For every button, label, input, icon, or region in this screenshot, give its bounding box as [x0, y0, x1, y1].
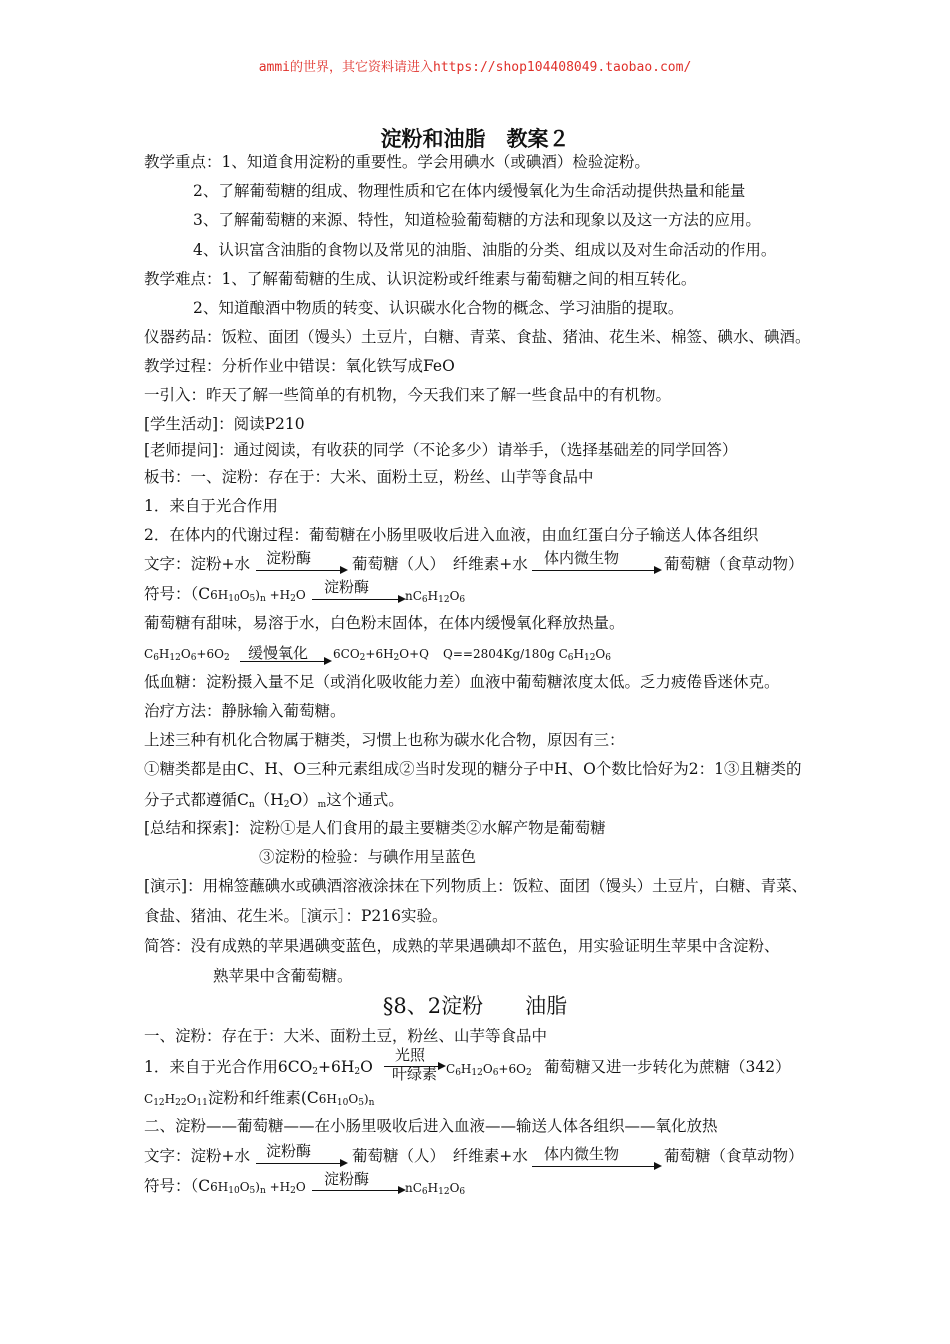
- arrow-label-chlorophyll: 叶绿素: [392, 1065, 438, 1083]
- arrow-label-light: 光照: [395, 1046, 426, 1064]
- eq-photosynthesis-left: 1．来自于光合作用$6CO_2+6H_2O$: [144, 1058, 373, 1077]
- formula-part-b: （H: [254, 791, 284, 809]
- arrow-label-amylase: 淀粉酶: [266, 549, 312, 567]
- eq-glucose-human: 葡萄糖（人） 纤维素+水: [352, 555, 528, 573]
- eq-photosynthesis-right: $C_6H_{12}O_6+6O_2$: [446, 1062, 532, 1078]
- arrow-label-amylase: 淀粉酶: [324, 1170, 370, 1188]
- reaction-arrow: [256, 570, 346, 571]
- arrow-label-microbe: 体内微生物: [544, 1145, 620, 1163]
- line-demo: [演示]：用棉签蘸碘水或碘酒溶液涂抹在下列物质上：饭粒、面团（馒头）土豆片，白糖、青菜、: [144, 877, 808, 895]
- line-metabolism: 2．在体内的代谢过程：葡萄糖在小肠里吸收后进入血液，由血红蛋白分子输送人体各组织: [144, 526, 759, 544]
- eq-glucose-human: 葡萄糖（人） 纤维素+水: [352, 1147, 528, 1165]
- eq-glucose-formula: $nC_6H_{12}O_6$: [405, 589, 466, 605]
- reaction-arrow: [256, 1163, 346, 1164]
- line-student-activity: [学生活动]：阅读P210: [144, 415, 305, 433]
- eq-oxidation-left: $C_6H_{12}O_6+6O_2$: [144, 647, 230, 663]
- eq-glucose-formula: $nC_6H_{12}O_6$: [405, 1181, 466, 1197]
- line-difficulties: 教学难点：1、了解葡萄糖的生成、认识淀粉或纤维素与葡萄糖之间的相互转化。: [144, 270, 697, 288]
- line-process: 教学过程：分析作业中错误：氧化铁写成FeO: [144, 357, 455, 375]
- line-difficulty-2: 2、知道酿酒中物质的转变、认识碳水化合物的概念、学习油脂的提取。: [193, 299, 684, 317]
- line-photosynthesis: 1．来自于光合作用: [144, 497, 278, 515]
- reaction-arrow: [532, 570, 660, 571]
- line-three-reasons: ①糖类都是由C、H、O三种元素组成②当时发现的糖分子中H、O个数比恰好为2：1③且糖类的: [144, 760, 802, 778]
- reaction-arrow: [312, 1190, 404, 1191]
- formula-part-c: O）: [289, 791, 318, 809]
- symbol-label: 符号：（C: [144, 585, 211, 603]
- arrow-label-amylase: 淀粉酶: [324, 578, 370, 596]
- reaction-arrow: [240, 661, 330, 662]
- reaction-arrow: [532, 1166, 660, 1167]
- line-answer-2: 熟苹果中含葡萄糖。: [213, 967, 353, 985]
- arrow-label-amylase: 淀粉酶: [266, 1142, 312, 1160]
- arrow-label-slow-oxidation: 缓慢氧化: [248, 644, 309, 662]
- line-starch-chain: 二、淀粉——葡萄糖——在小肠里吸收后进入血液——输送人体各组织——氧化放热: [144, 1117, 718, 1135]
- eq-symbol-start: 符号：$(C6H_{10}O_5)_n +H_2O$: [144, 1177, 306, 1196]
- line-equipment: 仪器药品：饭粒、面团（馒头）土豆片，白糖、青菜、食盐、猪油、花生米、棉签、碘水、碘酒。: [144, 328, 811, 346]
- line-summary: [总结和探索]：淀粉①是人们食用的最主要糖类②水解产物是葡萄糖: [144, 819, 606, 837]
- eq-symbol-start: 符号：$(C6H_{10}O_5)_n +H_2O$: [144, 585, 306, 604]
- eq-glucose-herbivore: 葡萄糖（食草动物）: [664, 555, 804, 573]
- eq-heat-value: Q==2804Kg/180g $C_6H_{12}O_6$: [443, 647, 611, 663]
- starch-cellulose-text: 淀粉和纤维素(C: [207, 1089, 319, 1107]
- line-hypoglycemia: 低血糖：淀粉摄入量不足（或消化吸收能力差）血液中葡萄糖浓度太低。乏力疲倦昏迷休克。: [144, 673, 780, 691]
- line-starch-sources: 一、淀粉：存在于：大米、面粉土豆，粉丝、山芋等食品中: [144, 1027, 548, 1045]
- reaction-arrow: [312, 599, 404, 600]
- formula-part-d: 这个通式。: [326, 791, 404, 809]
- line-sucrose: 葡萄糖又进一步转化为蔗糖（342）: [544, 1058, 791, 1076]
- line-key-points: 教学重点：1、知道食用淀粉的重要性。学会用碘水（或碘酒）检验淀粉。: [144, 153, 650, 171]
- eq-oxidation-right: $6CO_2+6H_2O+Q$: [333, 647, 430, 663]
- line-treatment: 治疗方法：静脉输入葡萄糖。: [144, 702, 346, 720]
- glucose-prefix: nC: [405, 1181, 422, 1195]
- line-board-1: 板书：一、淀粉：存在于：大米、面粉土豆，粉丝、山芋等食品中: [144, 468, 594, 486]
- line-carbohydrates: 上述三种有机化合物属于糖类，习惯上也称为碳水化合物，原因有三：: [144, 731, 625, 749]
- line-starch-cellulose: $C_{12}H_{22}O_{11}$淀粉和纤维素$(C6H_{10}O_5)_n$: [144, 1089, 375, 1108]
- line-answer: 简答：没有成熟的苹果遇碘变蓝色，成熟的苹果遇碘却不蓝色，用实验证明生苹果中含淀粉、: [144, 937, 780, 955]
- line-demo-2: 食盐、猪油、花生米。［演示］：P216实验。: [144, 907, 448, 925]
- glucose-prefix: nC: [405, 589, 422, 603]
- section-title: §8、2淀粉 油脂: [382, 994, 568, 1018]
- heat-value: Q==2804Kg/180g: [443, 647, 555, 661]
- line-key-point-2: 2、了解葡萄糖的组成、物理性质和它在体内缓慢氧化为生命活动提供热量和能量: [193, 182, 746, 200]
- photosynthesis-text: 1．来自于光合作用6CO: [144, 1058, 313, 1076]
- line-teacher-question: [老师提问]：通过阅读，有收获的同学（不论多少）请举手，（选择基础差的同学回答）: [144, 441, 738, 459]
- symbol-label: 符号：（C: [144, 1177, 211, 1195]
- line-starch-test: ③淀粉的检验：与碘作用呈蓝色: [259, 848, 477, 866]
- line-general-formula: 分子式都遵循$C_n(H_2O)_m$这个通式。: [144, 791, 404, 810]
- line-key-point-3: 3、了解葡萄糖的来源、特性，知道检验葡萄糖的方法和现象以及这一方法的应用。: [193, 211, 761, 229]
- line-intro: 一引入：昨天了解一些简单的有机物，今天我们来了解一些食品中的有机物。: [144, 386, 672, 404]
- page-title: 淀粉和油脂 教案２: [380, 126, 570, 151]
- line-key-point-4: 4、认识富含油脂的食物以及常见的油脂、油脂的分类、组成以及对生命活动的作用。: [193, 241, 777, 259]
- arrow-label-microbe: 体内微生物: [544, 549, 620, 567]
- eq-text-start: 文字：淀粉+水: [144, 1147, 250, 1165]
- eq-glucose-herbivore: 葡萄糖（食草动物）: [664, 1147, 804, 1165]
- watermark-header[interactable]: ammi的世界，其它资料请进入https://shop104408049.taobao.com/: [258, 60, 692, 75]
- line-glucose-props: 葡萄糖有甜味，易溶于水，白色粉末固体，在体内缓慢氧化释放热量。: [144, 614, 625, 632]
- formula-part-a: 分子式都遵循C: [144, 791, 249, 809]
- eq-text-start: 文字：淀粉+水: [144, 555, 250, 573]
